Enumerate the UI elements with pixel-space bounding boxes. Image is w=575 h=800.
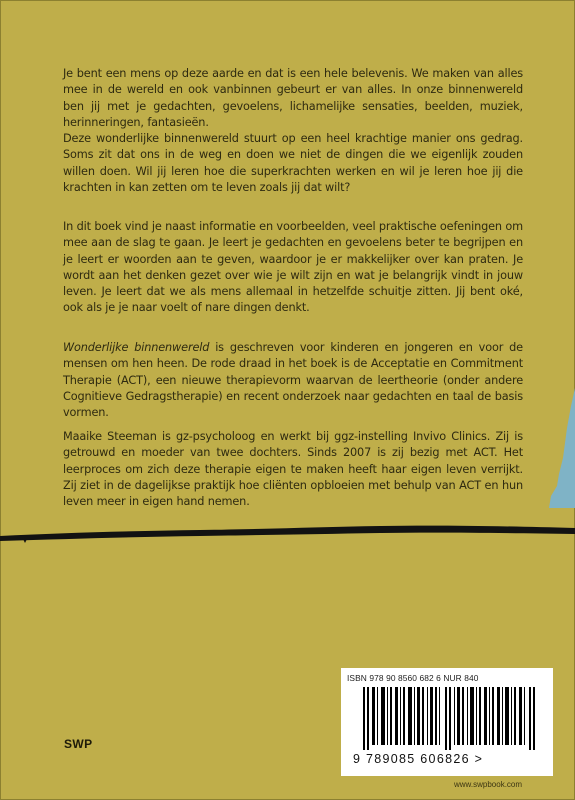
intro-paragraph-2: Deze wonderlijke binnenwereld stuurt op een heel krachtige manier ons gedrag. Soms zit dat ons in de weg en doen we niet de dingen die we eigenlijk zouden willen doen. Wil jij leren hoe die superkrachten werken en wil je leren hoe jij die krachten in kan zetten om te leven zoals jij dat wilt? [63,132,523,195]
author-paragraph [63,429,523,510]
book-description-text [63,340,523,421]
content-paragraph: In dit boek vind je naast informatie en voorbeelden, veel praktische oefeningen om mee aan de slag te gaan. Je leert je gedachten en gevoelens beter te begrijpen en je leert er woorden aan te geven, waardoor je er makkelijker over kan praten. Je wordt aan het denken gezet over wie je wilt zijn en wat je belangrijk vindt in jouw leven. Je leert dat we als mens allemaal in hetzelfde schuitje zitten. Jij bent oké, ook als je je naar voelt of nare dingen denkt. [63,220,523,315]
book-title: Wonderlijke binnenwereld [63,341,210,354]
isbn-label: ISBN 978 90 8560 682 6 NUR 840 [347,673,479,683]
author-bio-text [63,429,523,510]
blue-paint-accent [547,388,575,508]
barcode-digits: 9 789085 606826 > [353,752,484,766]
isbn-barcode-box [341,668,553,776]
publisher-website: www.swpbook.com [454,780,523,789]
book-content-text [63,219,523,317]
author-name: Maaike Steeman [63,430,157,443]
barcode [363,687,535,750]
description-paragraph [63,340,523,421]
intro-paragraph-1: Je bent een mens op deze aarde en dat is een hele belevenis. We maken van alles mee in de wereld en ook vanbinnen gebeurt er van alles. In onze binnenwereld ben jij met je gedachten, gevoelens, lichamelijke sensaties, beelden, muziek, herinneringen, fantasieën. [63,67,523,129]
description-rest: is geschreven voor kinderen en jongeren en voor de mensen om hen heen. De rode draad in het boek is de Acceptatie en Commitment Therapie (ACT), een nieuwe therapievorm waarvan de leertheorie (onder andere Cognitieve Gedragstherapie) en recent onderzoek naar gedachten en taal de basis vormen. [63,341,523,420]
author-bio-rest: is gz-psycholoog en werkt bij ggz-instelling Invivo Clinics. Zij is getrouwd en moeder van twee dochters. Sinds 2007 is zij bezig met ACT. Het leerproces om zich deze therapie eigen te maken heeft haar eigen leven verrijkt. Zij ziet in de dagelijkse praktijk hoe cliënten opbloeien met behulp van ACT en hun leven meer in eigen hand nemen. [63,430,523,509]
publisher-logo: SWP [64,737,93,751]
intro-text [63,66,523,196]
brush-stroke-line [0,521,575,543]
